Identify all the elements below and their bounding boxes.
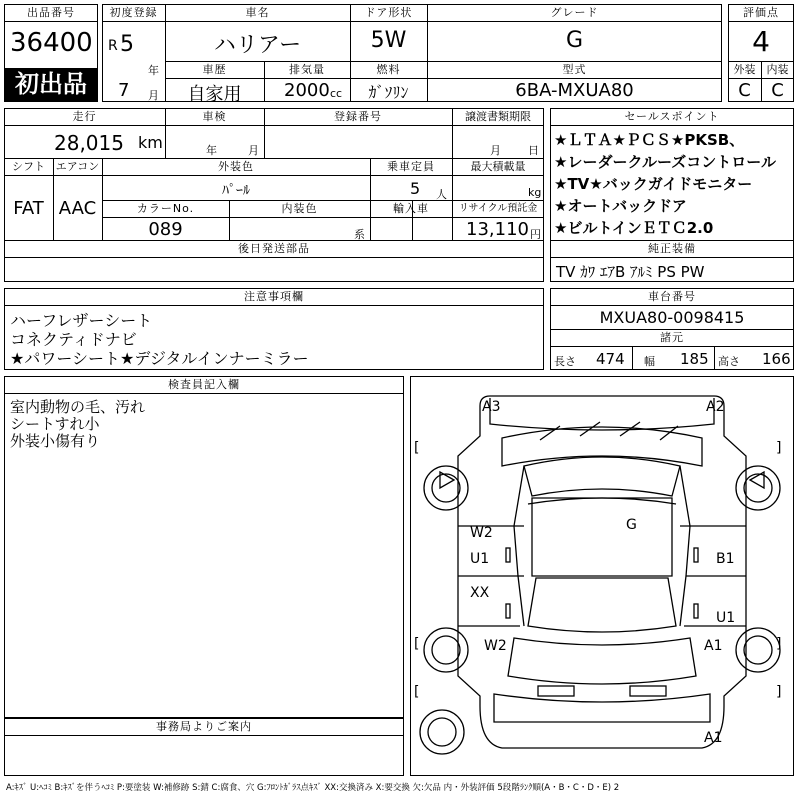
damage-mark: U1	[716, 610, 736, 626]
import-label: 輸入車	[393, 202, 429, 215]
kg-unit: kg	[528, 186, 542, 199]
damage-mark: A2	[706, 399, 725, 415]
damage-mark: A3	[482, 399, 501, 415]
bracket-mark: ]	[776, 636, 782, 652]
model-label: 型式	[562, 63, 587, 76]
damage-mark: U1	[470, 551, 490, 567]
height-label: 高さ	[718, 355, 740, 368]
length-label: 長さ	[554, 355, 576, 368]
exterior-color: ﾊﾟｰﾙ	[222, 183, 250, 199]
transfer-day-unit: 日	[528, 144, 539, 157]
note-line: コネクティドナビ	[10, 330, 137, 349]
bracket-mark: [	[414, 440, 420, 456]
grade-label: グレード	[550, 6, 599, 19]
fuel-label: 燃料	[376, 63, 401, 76]
damage-mark: W2	[470, 525, 493, 541]
lot-number: 36400	[10, 28, 93, 58]
height: 166	[762, 350, 791, 368]
width: 185	[680, 350, 709, 368]
color-number: 089	[148, 219, 183, 240]
office-label: 事務局よりご案内	[156, 720, 252, 733]
length: 474	[596, 350, 625, 368]
lot-label: 出品番号	[27, 6, 75, 19]
reg-month: 7	[118, 80, 130, 101]
bracket-mark: [	[414, 684, 420, 700]
shift-label: シフト	[12, 160, 45, 173]
grade: G	[565, 28, 584, 53]
history: 自家用	[187, 84, 242, 105]
car-name-label: 車名	[245, 6, 270, 19]
recycle-deposit: 13,110	[466, 219, 529, 240]
first-reg-label: 初度登録	[109, 6, 158, 19]
sales-point-label: セールスポイント	[624, 110, 720, 123]
cc-unit: cc	[330, 87, 343, 100]
sales-point-line: ★ＬＴＡ★ＰＣＳ★PKSB、	[554, 131, 745, 149]
history-label: 車歴	[202, 63, 227, 76]
transfer-month-unit: 月	[490, 144, 501, 157]
mileage-label: 走行	[72, 110, 97, 123]
inspection-year-unit: 年	[206, 144, 217, 157]
damage-mark: XX	[470, 585, 490, 601]
max-load-label: 最大積載量	[470, 160, 526, 173]
bracket-mark: [	[414, 636, 420, 652]
interior-color-label: 内装色	[281, 202, 318, 215]
width-label: 幅	[644, 355, 655, 368]
inspection-month-unit: 月	[248, 144, 259, 157]
equipment-label: 純正装備	[648, 242, 696, 255]
note-line: ★パワーシート★デジタルインナーミラー	[10, 349, 309, 368]
sales-point-line: ★ビルトインＥＴＣ2.0	[554, 219, 714, 237]
yen-unit: 円	[530, 228, 541, 241]
note-line: ハーフレザーシート	[10, 311, 153, 330]
chassis-number: MXUA80-0098415	[599, 308, 745, 327]
inspector-line: シートすれ小	[10, 415, 100, 433]
interior-label: 内装	[766, 63, 789, 76]
mileage: 28,015	[54, 131, 124, 155]
registration-number-label: 登録番号	[334, 110, 382, 123]
capacity-label: 乗車定員	[387, 160, 435, 173]
bracket-mark: ]	[776, 440, 782, 456]
door-type: 5W	[370, 28, 407, 53]
damage-mark: A1	[704, 730, 723, 746]
car-diagram	[410, 376, 794, 776]
color-number-label: カラーNo.	[136, 202, 195, 215]
interior-grade: C	[771, 80, 784, 101]
damage-mark: G	[626, 517, 637, 533]
inspection-label: 車検	[202, 110, 227, 123]
chassis-label: 車台番号	[648, 290, 696, 303]
exterior-grade: C	[738, 80, 751, 101]
door-label: ドア形状	[364, 6, 413, 19]
equipment: TV ｶﾜ ｴｱB ｱﾙﾐ PS PW	[556, 263, 705, 281]
exterior-label: 外装	[733, 63, 756, 76]
model-code: 6BA-MXUA80	[515, 80, 634, 101]
era: R	[108, 38, 118, 54]
dims-label: 諸元	[660, 331, 684, 344]
ac-label: エアコン	[55, 160, 100, 173]
damage-mark: B1	[716, 551, 735, 567]
car-name: ハリアー	[213, 33, 302, 58]
reg-year: 5	[120, 32, 134, 57]
shift: FAT	[13, 198, 44, 219]
damage-mark: W2	[484, 638, 507, 654]
kei-unit: 系	[354, 228, 365, 241]
legend: A:ｷｽﾞ U:ﾍｺﾐ B:ｷｽﾞを伴うﾍｺﾐ P:要塗装 W:補修跡 S:錆 C:腐食、穴 G:ﾌﾛﾝﾄｶﾞﾗｽ点ｷｽﾞ XX:交換済み X:要交換 欠:欠品 内・外装評価 5段階ﾗﾝｸ順(A・B・C・D・E) 2	[6, 783, 620, 793]
fuel: ｶﾞｿﾘﾝ	[368, 83, 409, 102]
month-unit: 月	[148, 89, 159, 102]
recycle-label: リサイクル預託金	[458, 203, 538, 214]
bracket-mark: ]	[776, 684, 782, 700]
damage-mark: A1	[704, 638, 723, 654]
air-conditioner: AAC	[58, 198, 97, 219]
km-unit: km	[138, 133, 163, 152]
sales-point-line: ★レーダークルーズコントロール	[554, 153, 776, 171]
year-unit: 年	[148, 64, 159, 77]
inspector-label: 検査員記入欄	[168, 378, 240, 391]
first-listing-badge: 初出品	[5, 68, 97, 101]
transfer-deadline-label: 譲渡書類期限	[465, 110, 531, 123]
later-parts-label: 後日発送部品	[238, 242, 310, 255]
inspector-line: 室内動物の毛、汚れ	[10, 398, 146, 416]
capacity: 5	[410, 179, 421, 198]
person-unit: 人	[436, 188, 447, 201]
exterior-color-label: 外装色	[218, 160, 254, 173]
displacement-label: 排気量	[289, 63, 325, 76]
sales-point-line: ★TV★バックガイドモニター	[554, 175, 753, 193]
inspector-line: 外装小傷有り	[10, 432, 101, 450]
notes-label: 注意事項欄	[244, 290, 304, 303]
score: 4	[752, 25, 770, 58]
sales-point-line: ★オートバックドア	[554, 197, 687, 215]
displacement: 2000	[284, 80, 330, 101]
score-label: 評価点	[743, 6, 779, 19]
